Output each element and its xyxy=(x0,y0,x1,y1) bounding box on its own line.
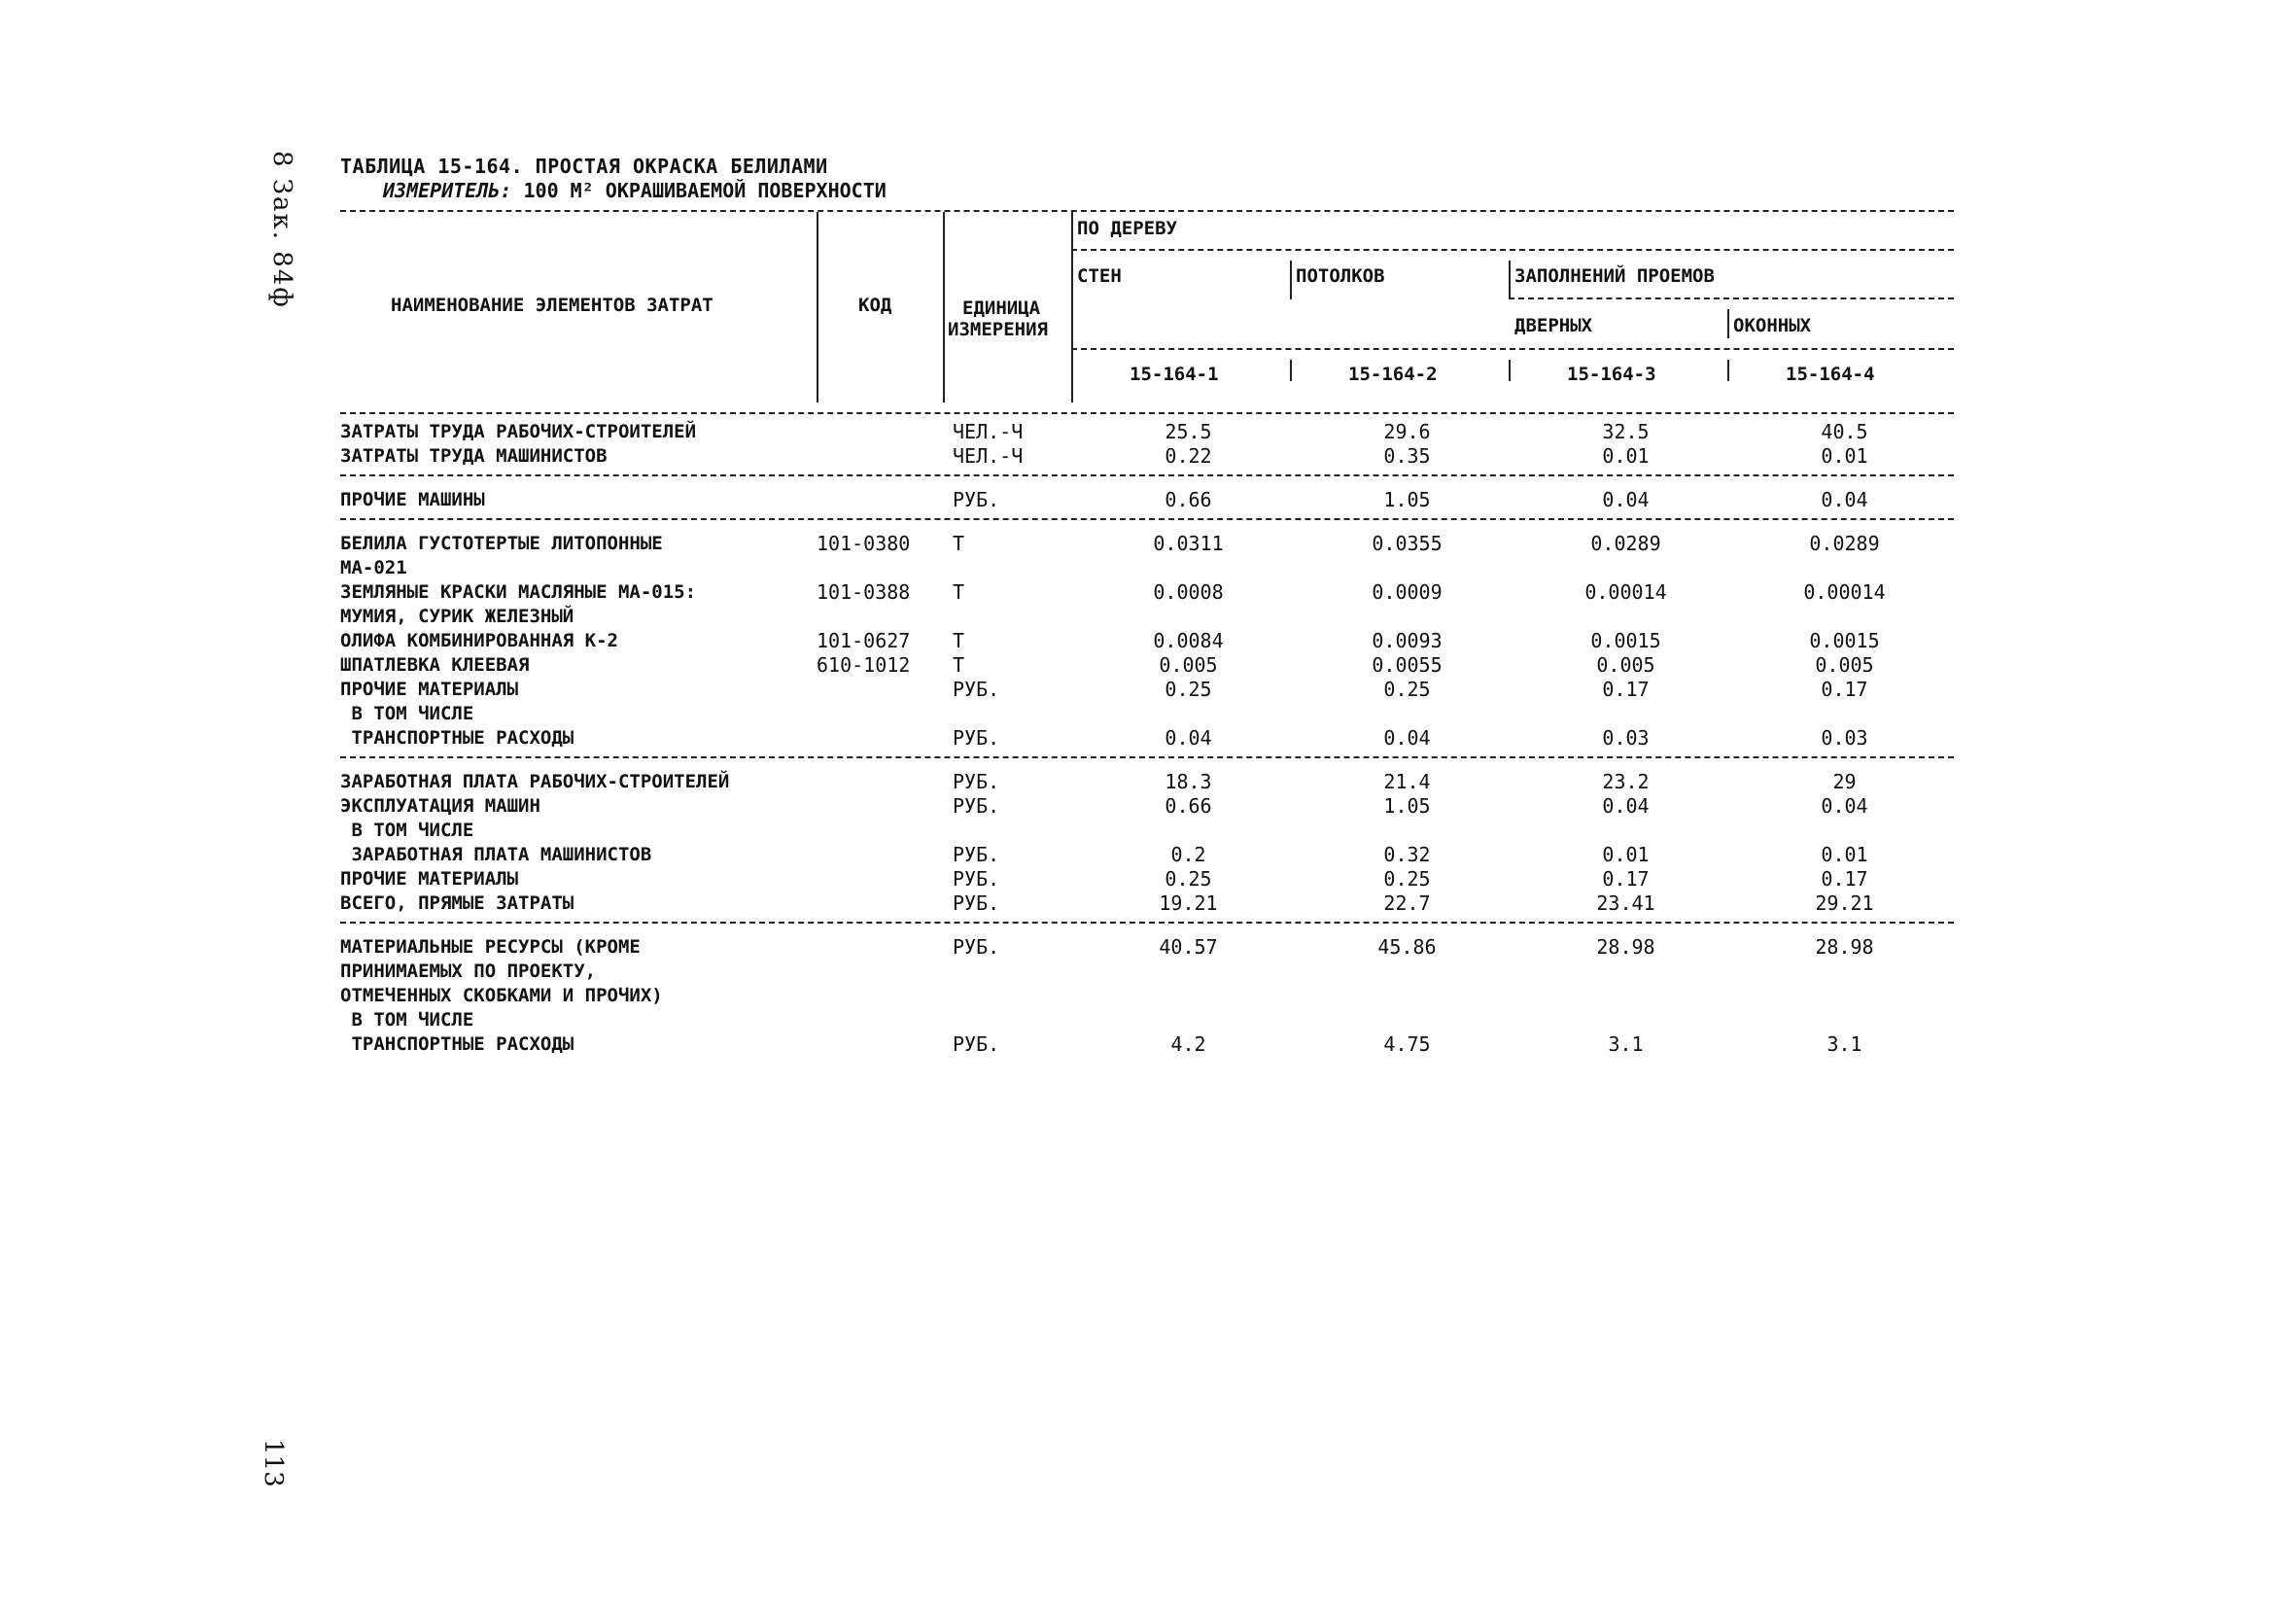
item-unit: РУБ. xyxy=(953,891,1000,915)
value-15-164-2 xyxy=(1298,984,1516,1008)
table-row xyxy=(340,678,1954,702)
item-code xyxy=(817,819,953,843)
table-row xyxy=(340,488,1954,512)
table-row xyxy=(340,420,1954,444)
item-code: 101-0627 xyxy=(817,629,911,652)
order-annotation xyxy=(258,151,296,326)
value-15-164-4: 29.21 xyxy=(1815,891,1874,915)
table-group xyxy=(340,764,1954,916)
value-15-164-4: 29 xyxy=(1832,770,1857,793)
value-15-164-4: 40.5 xyxy=(1821,420,1868,443)
measure-value: 100 М² ОКРАШИВАЕМОЙ ПОВЕРХНОСТИ xyxy=(523,179,887,202)
header-code: КОД xyxy=(858,295,892,316)
value-15-164-1: 18.3 xyxy=(1165,770,1212,793)
table-row xyxy=(340,1032,1954,1057)
item-name: ЗАРАБОТНАЯ ПЛАТА РАБОЧИХ-СТРОИТЕЛЕЙ xyxy=(340,771,730,792)
header-code-2: 15-164-2 xyxy=(1348,364,1438,385)
table-body xyxy=(340,414,1954,1057)
divider xyxy=(1071,348,1954,350)
table-row xyxy=(340,843,1954,867)
item-unit: РУБ. xyxy=(953,770,1000,793)
table-row xyxy=(340,726,1954,751)
value-15-164-3 xyxy=(1516,605,1735,629)
value-15-164-1: 40.57 xyxy=(1159,935,1218,959)
value-15-164-3: 0.01 xyxy=(1602,843,1650,866)
value-15-164-3: 0.04 xyxy=(1602,794,1650,818)
value-15-164-3: 3.1 xyxy=(1608,1032,1644,1056)
value-15-164-4: 0.17 xyxy=(1821,867,1868,891)
item-name: ПРОЧИЕ МАШИНЫ xyxy=(340,489,485,510)
value-15-164-1: 0.25 xyxy=(1165,867,1212,891)
header-unit-1: ЕДИНИЦА xyxy=(962,297,1041,319)
divider xyxy=(1290,261,1292,299)
divider xyxy=(1727,309,1729,338)
value-15-164-3 xyxy=(1516,960,1735,984)
value-15-164-4: 0.01 xyxy=(1821,843,1868,866)
table-row xyxy=(340,444,1954,469)
header-name: НАИМЕНОВАНИЕ ЭЛЕМЕНТОВ ЗАТРАТ xyxy=(391,295,713,316)
value-15-164-3: 0.0015 xyxy=(1590,629,1661,652)
value-15-164-2: 0.25 xyxy=(1383,678,1431,701)
item-unit: РУБ. xyxy=(953,488,1000,511)
value-15-164-3: 0.00014 xyxy=(1584,580,1667,604)
table-group xyxy=(340,526,1954,751)
table-group xyxy=(340,414,1954,469)
table-row xyxy=(340,653,1954,678)
group-separator xyxy=(340,518,1954,520)
value-15-164-4: 0.04 xyxy=(1821,488,1868,511)
measure-line xyxy=(383,179,1954,202)
item-code xyxy=(817,1008,953,1032)
value-15-164-1: 0.22 xyxy=(1165,444,1212,468)
table-row xyxy=(340,629,1954,653)
item-name: В ТОМ ЧИСЛЕ xyxy=(340,703,474,724)
group-separator xyxy=(340,756,1954,758)
value-15-164-1 xyxy=(1079,702,1298,726)
value-15-164-4: 0.0289 xyxy=(1809,532,1880,555)
value-15-164-3: 28.98 xyxy=(1596,935,1655,959)
table-header xyxy=(340,212,1954,412)
value-15-164-1: 0.005 xyxy=(1159,653,1218,677)
item-code xyxy=(817,794,953,819)
value-15-164-2: 4.75 xyxy=(1383,1032,1431,1056)
table-row xyxy=(340,556,1954,580)
value-15-164-3 xyxy=(1516,819,1735,843)
table-row xyxy=(340,891,1954,916)
item-unit: РУБ. xyxy=(953,794,1000,818)
value-15-164-2: 21.4 xyxy=(1383,770,1431,793)
header-windows: ОКОННЫХ xyxy=(1733,315,1812,336)
item-code xyxy=(817,420,953,444)
divider xyxy=(1071,249,1954,251)
item-name: ПРОЧИЕ МАТЕРИАЛЫ xyxy=(340,868,519,890)
item-name: ШПАТЛЕВКА КЛЕЕВАЯ xyxy=(340,654,530,676)
value-15-164-2: 0.0093 xyxy=(1372,629,1443,652)
value-15-164-4: 0.01 xyxy=(1821,444,1868,468)
item-unit xyxy=(953,702,1079,726)
value-15-164-3: 23.2 xyxy=(1602,770,1650,793)
item-name: ОЛИФА КОМБИНИРОВАННАЯ К-2 xyxy=(340,630,618,651)
item-unit: РУБ. xyxy=(953,726,1000,750)
value-15-164-4: 0.03 xyxy=(1821,726,1868,750)
item-code xyxy=(817,556,953,580)
value-15-164-1: 0.25 xyxy=(1165,678,1212,701)
value-15-164-3 xyxy=(1516,1008,1735,1032)
group-separator xyxy=(340,922,1954,924)
value-15-164-1: 25.5 xyxy=(1165,420,1212,443)
value-15-164-4: 0.04 xyxy=(1821,794,1868,818)
value-15-164-2: 0.35 xyxy=(1383,444,1431,468)
value-15-164-2 xyxy=(1298,605,1516,629)
table-row xyxy=(340,532,1954,556)
item-name: ЗАТРАТЫ ТРУДА РАБОЧИХ-СТРОИТЕЛЕЙ xyxy=(340,421,697,442)
header-walls: СТЕН xyxy=(1077,265,1122,287)
table-row xyxy=(340,702,1954,726)
value-15-164-4: 0.17 xyxy=(1821,678,1868,701)
group-separator xyxy=(340,474,1954,476)
header-ceilings: ПОТОЛКОВ xyxy=(1296,265,1385,287)
divider xyxy=(1290,360,1292,381)
item-name: ЭКСПЛУАТАЦИЯ МАШИН xyxy=(340,795,540,817)
table-row xyxy=(340,1008,1954,1032)
divider xyxy=(943,212,945,402)
value-15-164-4: 0.0015 xyxy=(1809,629,1880,652)
item-unit xyxy=(953,605,1079,629)
item-code: 101-0380 xyxy=(817,532,911,555)
value-15-164-3: 0.005 xyxy=(1596,653,1655,677)
value-15-164-3: 0.17 xyxy=(1602,678,1650,701)
item-name: ЗАТРАТЫ ТРУДА МАШИНИСТОВ xyxy=(340,445,608,467)
item-code xyxy=(817,488,953,512)
value-15-164-1 xyxy=(1079,1008,1298,1032)
value-15-164-1 xyxy=(1079,819,1298,843)
item-name: ВСЕГО, ПРЯМЫЕ ЗАТРАТЫ xyxy=(340,892,574,914)
value-15-164-4: 3.1 xyxy=(1826,1032,1862,1056)
value-15-164-1: 0.0084 xyxy=(1153,629,1224,652)
value-15-164-2: 1.05 xyxy=(1383,488,1431,511)
item-unit: РУБ. xyxy=(953,867,1000,891)
value-15-164-4: 0.00014 xyxy=(1803,580,1886,604)
divider xyxy=(1509,261,1511,299)
value-15-164-1: 0.04 xyxy=(1165,726,1212,750)
value-15-164-2 xyxy=(1298,819,1516,843)
value-15-164-4 xyxy=(1735,984,1954,1008)
item-code xyxy=(817,960,953,984)
header-code-3: 15-164-3 xyxy=(1567,364,1656,385)
item-code xyxy=(817,770,953,794)
item-unit: РУБ. xyxy=(953,1032,1000,1056)
value-15-164-1: 0.0311 xyxy=(1153,532,1224,555)
item-name: ОТМЕЧЕННЫХ СКОБКАМИ И ПРОЧИХ) xyxy=(340,985,663,1006)
value-15-164-2: 0.0009 xyxy=(1372,580,1443,604)
value-15-164-1: 0.66 xyxy=(1165,488,1212,511)
item-unit: ЧЕЛ.-Ч xyxy=(953,420,1024,443)
value-15-164-1: 0.2 xyxy=(1170,843,1206,866)
value-15-164-4 xyxy=(1735,556,1954,580)
item-unit xyxy=(953,984,1079,1008)
header-doors: ДВЕРНЫХ xyxy=(1514,315,1593,336)
value-15-164-1: 0.0008 xyxy=(1153,580,1224,604)
item-unit xyxy=(953,819,1079,843)
value-15-164-2 xyxy=(1298,556,1516,580)
value-15-164-3: 0.01 xyxy=(1602,444,1650,468)
value-15-164-4 xyxy=(1735,819,1954,843)
item-code xyxy=(817,678,953,702)
item-name: МУМИЯ, СУРИК ЖЕЛЕЗНЫЙ xyxy=(340,606,574,627)
value-15-164-3 xyxy=(1516,556,1735,580)
divider xyxy=(1509,297,1954,299)
item-code xyxy=(817,605,953,629)
table-row xyxy=(340,819,1954,843)
item-name: ТРАНСПОРТНЫЕ РАСХОДЫ xyxy=(340,1033,574,1055)
item-name: ЗЕМЛЯНЫЕ КРАСКИ МАСЛЯНЫЕ МА-015: xyxy=(340,581,697,603)
item-unit: Т xyxy=(953,653,965,677)
header-code-4: 15-164-4 xyxy=(1786,364,1875,385)
item-code: 101-0388 xyxy=(817,580,911,604)
item-code xyxy=(817,726,953,751)
item-code: 610-1012 xyxy=(817,653,911,677)
value-15-164-2: 45.86 xyxy=(1377,935,1437,959)
value-15-164-2: 0.0355 xyxy=(1372,532,1443,555)
table-title: ТАБЛИЦА 15-164. ПРОСТАЯ ОКРАСКА БЕЛИЛАМИ xyxy=(340,155,828,178)
item-unit: РУБ. xyxy=(953,843,1000,866)
item-unit: РУБ. xyxy=(953,935,1000,959)
item-unit: Т xyxy=(953,580,965,604)
item-name: ЗАРАБОТНАЯ ПЛАТА МАШИНИСТОВ xyxy=(340,844,652,865)
value-15-164-2: 0.04 xyxy=(1383,726,1431,750)
value-15-164-4 xyxy=(1735,702,1954,726)
value-15-164-1 xyxy=(1079,984,1298,1008)
value-15-164-3 xyxy=(1516,984,1735,1008)
item-name: МА-021 xyxy=(340,557,407,578)
value-15-164-4 xyxy=(1735,605,1954,629)
value-15-164-1: 4.2 xyxy=(1170,1032,1206,1056)
item-unit: ЧЕЛ.-Ч xyxy=(953,444,1024,468)
header-openings: ЗАПОЛНЕНИЙ ПРОЕМОВ xyxy=(1514,265,1715,287)
value-15-164-1 xyxy=(1079,556,1298,580)
value-15-164-2: 29.6 xyxy=(1383,420,1431,443)
header-unit-2: ИЗМЕРЕНИЯ xyxy=(948,319,1048,340)
order-text: 8 Зак. 84ф xyxy=(267,151,296,309)
value-15-164-2: 0.0055 xyxy=(1372,653,1443,677)
item-code xyxy=(817,891,953,916)
item-code xyxy=(817,843,953,867)
measure-label: ИЗМЕРИТЕЛЬ: xyxy=(383,179,512,202)
value-15-164-3: 23.41 xyxy=(1596,891,1655,915)
item-unit: Т xyxy=(953,629,965,652)
item-name: МАТЕРИАЛЬНЫЕ РЕСУРСЫ (КРОМЕ xyxy=(340,936,641,958)
table-row xyxy=(340,770,1954,794)
item-code xyxy=(817,1032,953,1057)
item-code xyxy=(817,867,953,891)
item-code xyxy=(817,444,953,469)
item-unit xyxy=(953,556,1079,580)
value-15-164-2: 0.25 xyxy=(1383,867,1431,891)
value-15-164-1: 0.66 xyxy=(1165,794,1212,818)
item-name: В ТОМ ЧИСЛЕ xyxy=(340,820,474,841)
divider xyxy=(1071,212,1073,402)
value-15-164-3: 0.0289 xyxy=(1590,532,1661,555)
value-15-164-2 xyxy=(1298,960,1516,984)
document xyxy=(340,154,1954,1057)
divider xyxy=(1509,360,1511,381)
value-15-164-4: 28.98 xyxy=(1815,935,1874,959)
value-15-164-4 xyxy=(1735,1008,1954,1032)
header-group: ПО ДЕРЕВУ xyxy=(1077,218,1177,239)
item-name: БЕЛИЛА ГУСТОТЕРТЫЕ ЛИТОПОННЫЕ xyxy=(340,533,663,554)
item-unit xyxy=(953,1008,1079,1032)
value-15-164-1 xyxy=(1079,605,1298,629)
table-group xyxy=(340,929,1954,1057)
table-row xyxy=(340,960,1954,984)
value-15-164-1 xyxy=(1079,960,1298,984)
item-unit: РУБ. xyxy=(953,678,1000,701)
item-name: ТРАНСПОРТНЫЕ РАСХОДЫ xyxy=(340,727,574,749)
value-15-164-3: 32.5 xyxy=(1602,420,1650,443)
value-15-164-4: 0.005 xyxy=(1815,653,1874,677)
value-15-164-3: 0.03 xyxy=(1602,726,1650,750)
table-row xyxy=(340,867,1954,891)
value-15-164-2: 0.32 xyxy=(1383,843,1431,866)
divider xyxy=(1727,360,1729,381)
table-row xyxy=(340,794,1954,819)
value-15-164-3: 0.17 xyxy=(1602,867,1650,891)
item-code xyxy=(817,702,953,726)
value-15-164-2 xyxy=(1298,702,1516,726)
value-15-164-2 xyxy=(1298,1008,1516,1032)
item-name: ПРОЧИЕ МАТЕРИАЛЫ xyxy=(340,679,519,700)
divider xyxy=(817,212,818,402)
value-15-164-4 xyxy=(1735,960,1954,984)
item-code xyxy=(817,935,953,960)
value-15-164-2: 22.7 xyxy=(1383,891,1431,915)
header-code-1: 15-164-1 xyxy=(1130,364,1219,385)
item-name: В ТОМ ЧИСЛЕ xyxy=(340,1009,474,1031)
table-row xyxy=(340,580,1954,605)
table-row xyxy=(340,984,1954,1008)
item-code xyxy=(817,984,953,1008)
page-number: 113 xyxy=(259,1439,288,1487)
table-row xyxy=(340,605,1954,629)
item-unit: Т xyxy=(953,532,965,555)
table-group xyxy=(340,482,1954,512)
value-15-164-3: 0.04 xyxy=(1602,488,1650,511)
value-15-164-3 xyxy=(1516,702,1735,726)
table-row xyxy=(340,935,1954,960)
item-unit xyxy=(953,960,1079,984)
item-name: ПРИНИМАЕМЫХ ПО ПРОЕКТУ, xyxy=(340,961,597,982)
value-15-164-2: 1.05 xyxy=(1383,794,1431,818)
value-15-164-1: 19.21 xyxy=(1159,891,1218,915)
